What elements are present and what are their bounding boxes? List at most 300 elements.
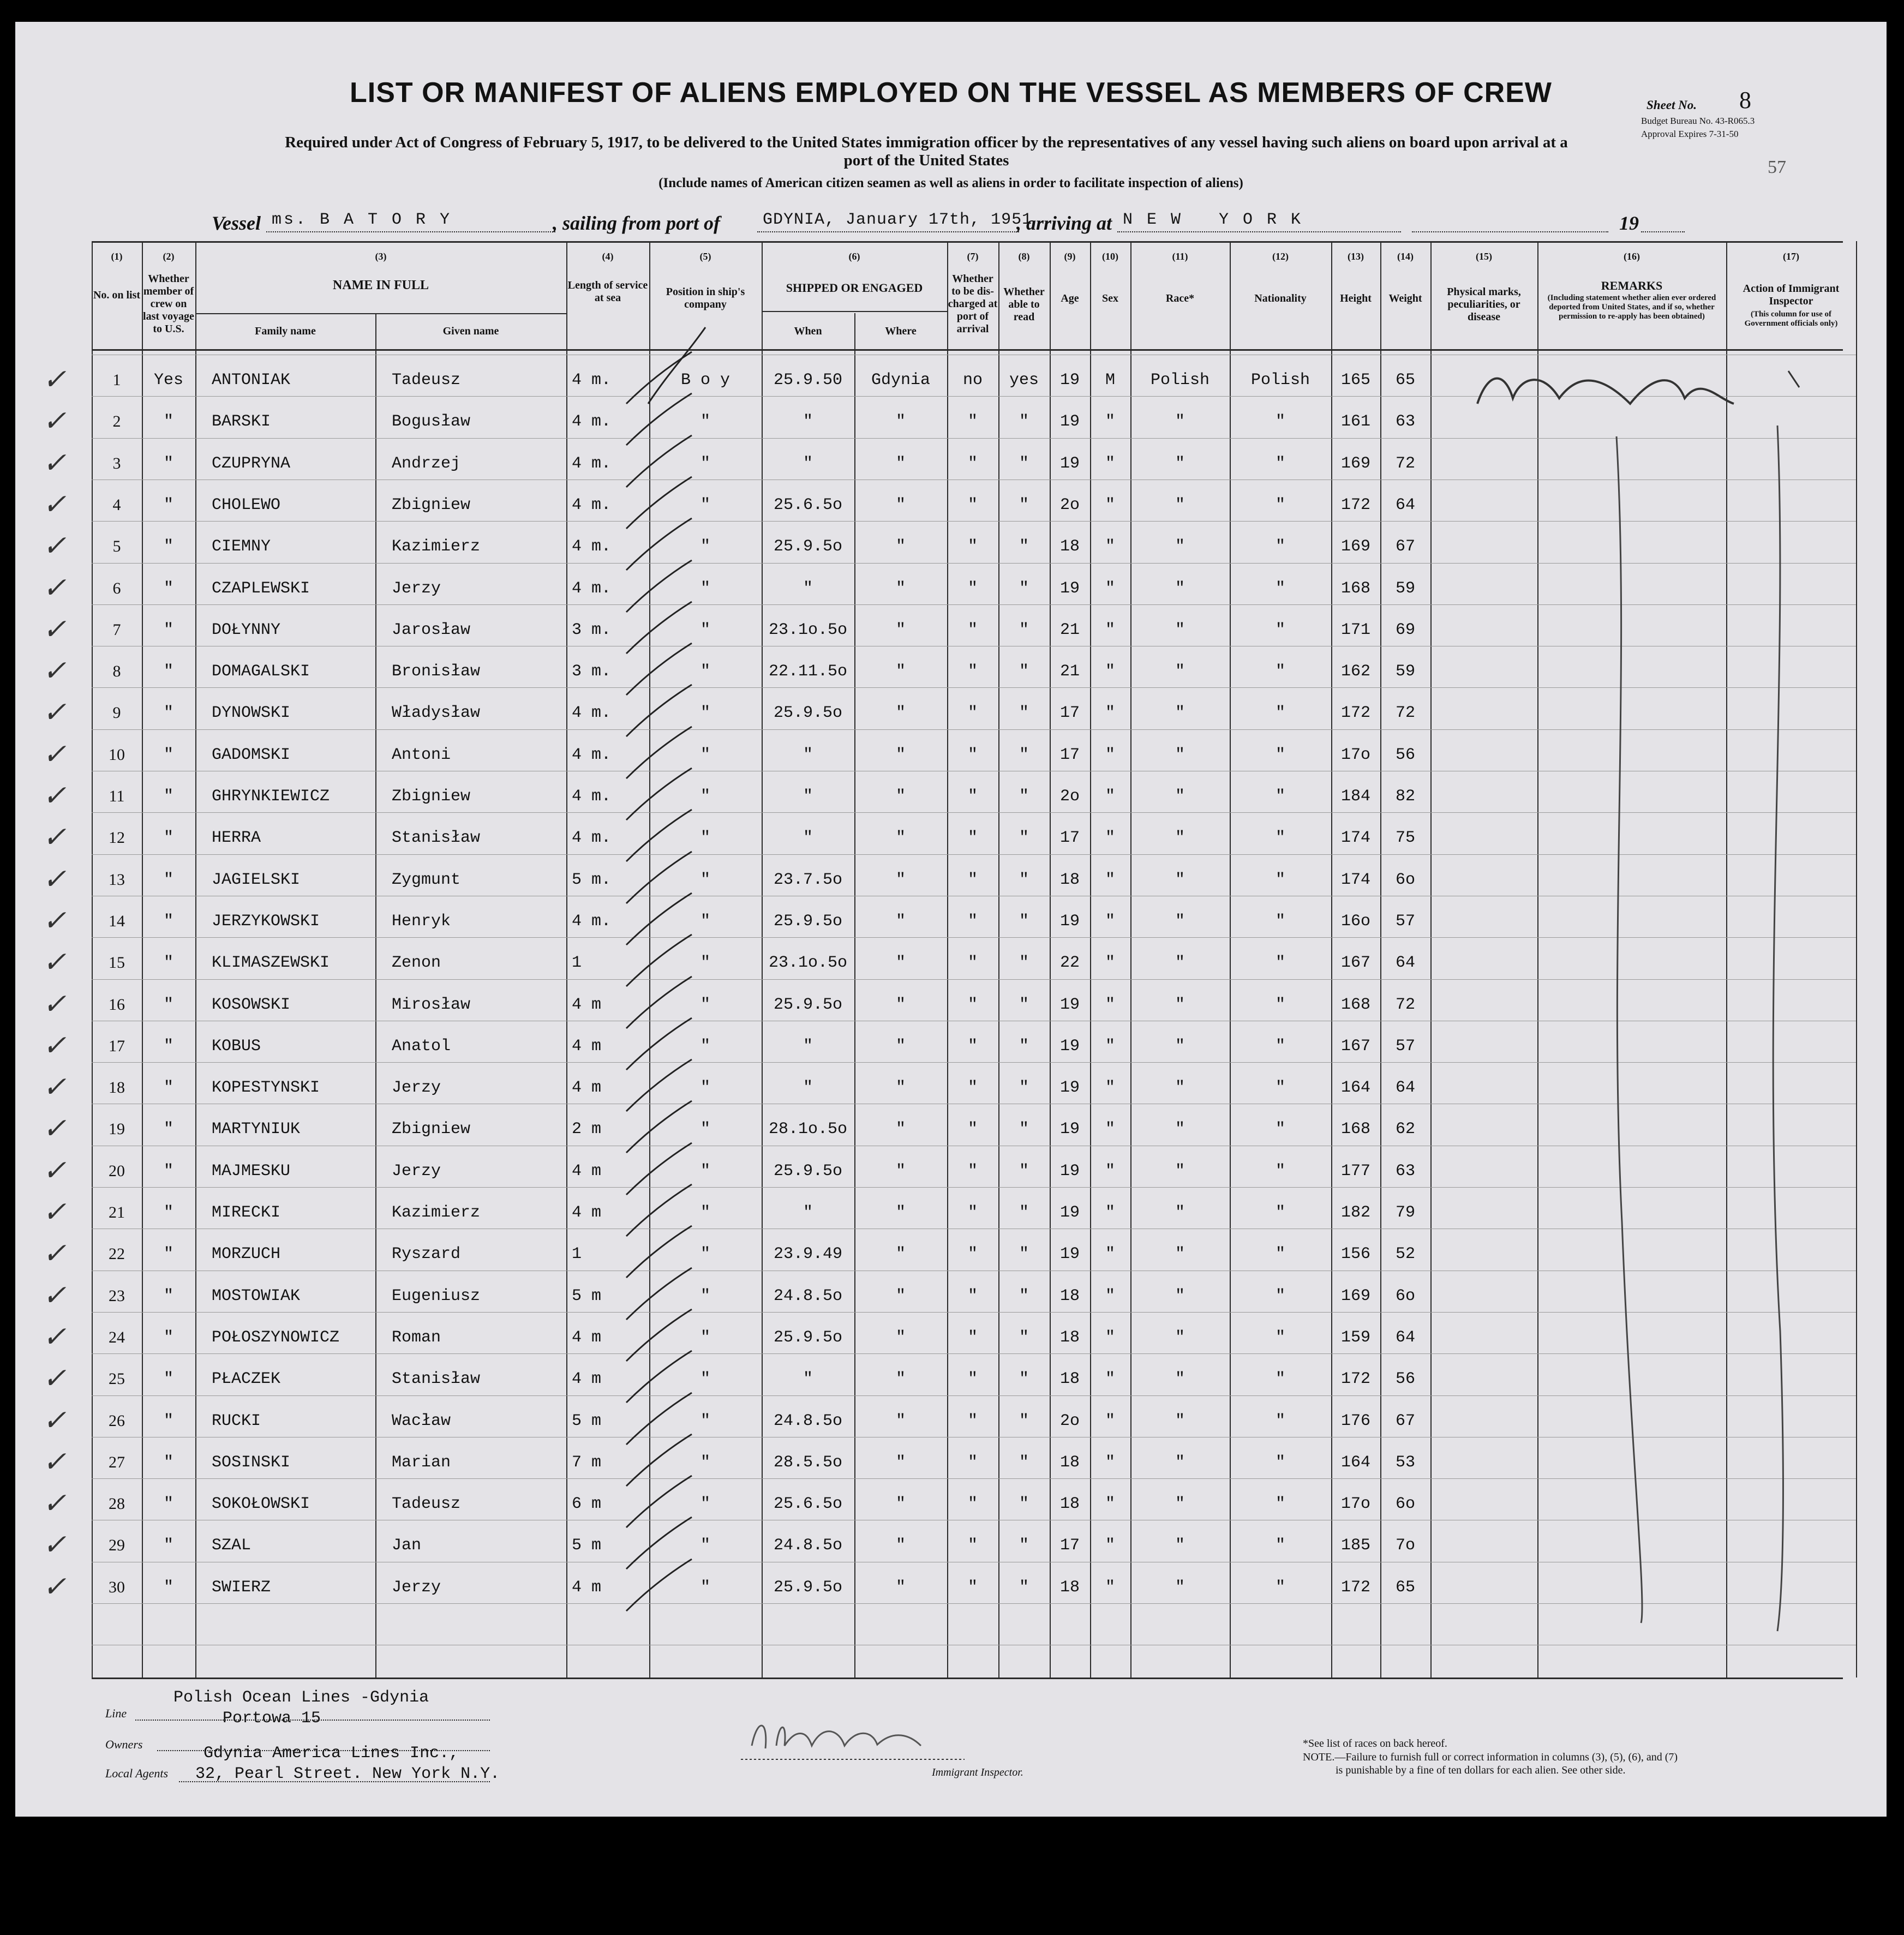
- cell-given: Władysław: [392, 704, 481, 722]
- cell-height: 185: [1340, 1536, 1370, 1555]
- inspector-label: Immigrant Inspector.: [932, 1766, 1023, 1778]
- check-mark-icon: ✓: [43, 1446, 67, 1478]
- cell-sex: ": [1105, 1245, 1115, 1263]
- cell-weight: 67: [1395, 1412, 1415, 1430]
- cell-weight: 6o: [1395, 1495, 1415, 1513]
- approval-expiry: Approval Expires 7-31-50: [1641, 129, 1739, 139]
- cell-crew: ": [163, 537, 173, 556]
- cell-discharged: ": [967, 537, 978, 556]
- cell-where: ": [895, 579, 906, 598]
- handwriting-overlay: [15, 22, 1887, 1817]
- cell-where: ": [895, 704, 906, 722]
- cell-sex: ": [1105, 1328, 1115, 1347]
- cell-no: 12: [109, 829, 125, 847]
- cell-discharged: ": [967, 1079, 978, 1097]
- cell-nationality: ": [1275, 537, 1285, 556]
- cell-read: ": [1019, 1412, 1029, 1430]
- cell-no: 20: [109, 1162, 125, 1180]
- cell-no: 22: [109, 1245, 125, 1263]
- cell-where: Gdynia: [871, 371, 931, 390]
- cell-sex: ": [1105, 537, 1115, 556]
- cell-weight: 72: [1395, 996, 1415, 1014]
- cell-given: Jan: [392, 1536, 422, 1555]
- col-num-16: (16): [1624, 251, 1640, 262]
- cell-age: 17: [1059, 704, 1080, 722]
- cell-weight: 64: [1395, 954, 1415, 972]
- cell-sex: ": [1105, 621, 1115, 639]
- cell-position: ": [700, 662, 710, 681]
- cell-position: ": [700, 1120, 710, 1139]
- cell-no: 23: [109, 1287, 125, 1305]
- cell-nationality: ": [1275, 912, 1285, 931]
- sailing-from-label: , sailing from port of: [553, 212, 721, 234]
- cell-crew: ": [163, 662, 173, 681]
- cell-crew: ": [163, 454, 173, 473]
- cell-family: SZAL: [212, 1536, 252, 1555]
- cell-crew: ": [163, 412, 173, 431]
- check-mark-icon: ✓: [43, 530, 67, 562]
- cell-read: ": [1019, 1495, 1029, 1513]
- cell-given: Zenon: [392, 954, 441, 972]
- cell-read: ": [1019, 1079, 1029, 1097]
- cell-read: ": [1019, 579, 1029, 598]
- cell-sex: ": [1105, 787, 1115, 806]
- cell-where: ": [895, 1079, 906, 1097]
- cell-nationality: ": [1275, 996, 1285, 1014]
- cell-age: 22: [1059, 954, 1080, 972]
- cell-where: ": [895, 1370, 906, 1388]
- cell-service: 2 m: [572, 1120, 602, 1139]
- cell-nationality: ": [1275, 704, 1285, 722]
- cell-family: KOBUS: [212, 1037, 261, 1056]
- cell-weight: 69: [1395, 621, 1415, 639]
- cell-age: 18: [1059, 1453, 1080, 1472]
- cell-race: ": [1175, 1412, 1185, 1430]
- cell-no: 7: [112, 621, 121, 639]
- cell-sex: ": [1105, 1287, 1115, 1305]
- cell-race: ": [1175, 662, 1185, 681]
- cell-where: ": [895, 621, 906, 639]
- cell-no: 27: [109, 1453, 125, 1471]
- cell-nationality: ": [1275, 1079, 1285, 1097]
- cell-service: 4 m.: [572, 912, 612, 931]
- cell-discharged: ": [967, 704, 978, 722]
- cell-when: 25.9.50: [773, 371, 843, 390]
- cell-crew: ": [163, 746, 173, 764]
- cell-crew: ": [163, 1287, 173, 1305]
- cell-given: Jerzy: [392, 1079, 441, 1097]
- cell-given: Tadeusz: [392, 1495, 461, 1513]
- cell-weight: 56: [1395, 746, 1415, 764]
- cell-weight: 59: [1395, 579, 1415, 598]
- header-nationality: Nationality: [1254, 292, 1307, 304]
- cell-when: 23.9.49: [773, 1245, 843, 1263]
- cell-service: 4 m.: [572, 829, 612, 847]
- cell-when: 24.8.5o: [773, 1287, 843, 1305]
- header-height: Height: [1340, 292, 1372, 304]
- cell-when: ": [803, 746, 813, 764]
- cell-height: 177: [1340, 1162, 1370, 1181]
- cell-race: ": [1175, 704, 1185, 722]
- cell-weight: 67: [1395, 537, 1415, 556]
- cell-nationality: ": [1275, 871, 1285, 889]
- cell-nationality: ": [1275, 954, 1285, 972]
- cell-family: GADOMSKI: [212, 746, 291, 764]
- cell-discharged: ": [967, 912, 978, 931]
- header-sex: Sex: [1102, 292, 1118, 304]
- cell-nationality: ": [1275, 829, 1285, 847]
- cell-nationality: ": [1275, 1328, 1285, 1347]
- cell-when: ": [803, 829, 813, 847]
- cell-read: ": [1019, 829, 1029, 847]
- cell-no: 14: [109, 912, 125, 930]
- cell-no: 3: [112, 454, 121, 472]
- cell-when: 25.9.5o: [773, 537, 843, 556]
- cell-when: ": [803, 1037, 813, 1056]
- cell-read: ": [1019, 1287, 1029, 1305]
- inspector-signature: [735, 1708, 975, 1768]
- cell-when: 23.1o.5o: [768, 954, 848, 972]
- check-mark-icon: ✓: [43, 363, 67, 396]
- cell-height: 172: [1340, 1370, 1370, 1388]
- cell-age: 19: [1059, 1079, 1080, 1097]
- cell-read: ": [1019, 787, 1029, 806]
- cell-discharged: ": [967, 1453, 978, 1472]
- cell-family: POŁOSZYNOWICZ: [212, 1328, 340, 1347]
- cell-race: ": [1175, 1495, 1185, 1513]
- cell-position: ": [700, 1079, 710, 1097]
- cell-when: 25.6.5o: [773, 496, 843, 514]
- col-num-9: (9): [1064, 251, 1076, 262]
- check-mark-icon: ✓: [43, 1404, 67, 1437]
- form-subtitle-line2: port of the United States: [843, 152, 1009, 169]
- check-mark-icon: ✓: [43, 1321, 67, 1353]
- cell-discharged: ": [967, 746, 978, 764]
- cell-given: Bogusław: [392, 412, 471, 431]
- cell-nationality: ": [1275, 1162, 1285, 1181]
- cell-where: ": [895, 1578, 906, 1597]
- check-mark-icon: ✓: [43, 1154, 67, 1187]
- cell-when: 23.1o.5o: [768, 621, 848, 639]
- cell-family: GHRYNKIEWICZ: [212, 787, 330, 806]
- cell-given: Zbigniew: [392, 1120, 471, 1139]
- cell-service: 4 m.: [572, 787, 612, 806]
- cell-age: 21: [1059, 621, 1080, 639]
- cell-height: 176: [1340, 1412, 1370, 1430]
- cell-height: 167: [1340, 1037, 1370, 1056]
- cell-given: Tadeusz: [392, 371, 461, 390]
- cell-when: ": [803, 412, 813, 431]
- cell-discharged: ": [967, 1203, 978, 1222]
- local-agents-address: 32, Pearl Street. New York N.Y.: [195, 1765, 500, 1783]
- col-num-3: (3): [375, 251, 387, 262]
- manifest-sheet: [15, 22, 1887, 1817]
- cell-crew: ": [163, 1037, 173, 1056]
- cell-family: CZUPRYNA: [212, 454, 291, 473]
- cell-sex: ": [1105, 454, 1115, 473]
- col-num-7: (7): [967, 251, 979, 262]
- cell-crew: ": [163, 1578, 173, 1597]
- cell-nationality: ": [1275, 1453, 1285, 1472]
- cell-crew: ": [163, 1370, 173, 1388]
- cell-crew: ": [163, 704, 173, 722]
- header-weight: Weight: [1388, 292, 1422, 304]
- cell-given: Stanisław: [392, 1370, 481, 1388]
- cell-position: ": [700, 829, 710, 847]
- cell-discharged: ": [967, 621, 978, 639]
- cell-race: ": [1175, 412, 1185, 431]
- cell-where: ": [895, 1162, 906, 1181]
- cell-read: ": [1019, 1370, 1029, 1388]
- cell-age: 17: [1059, 746, 1080, 764]
- cell-where: ": [895, 912, 906, 931]
- cell-nationality: ": [1275, 1245, 1285, 1263]
- check-mark-icon: ✓: [43, 1071, 67, 1104]
- cell-service: 5 m.: [572, 871, 612, 889]
- cell-position: ": [700, 787, 710, 806]
- cell-where: ": [895, 1453, 906, 1472]
- check-mark-icon: ✓: [43, 655, 67, 687]
- cell-position: ": [700, 579, 710, 598]
- cell-age: 19: [1059, 1203, 1080, 1222]
- cell-age: 19: [1059, 1120, 1080, 1139]
- cell-race: ": [1175, 1162, 1185, 1181]
- col-num-2: (2): [163, 251, 175, 262]
- cell-height: 174: [1340, 871, 1370, 889]
- cell-age: 2o: [1059, 1412, 1080, 1430]
- cell-service: 4 m.: [572, 412, 612, 431]
- cell-nationality: ": [1275, 1495, 1285, 1513]
- cell-position: ": [700, 1453, 710, 1472]
- cell-where: ": [895, 1328, 906, 1347]
- cell-given: Kazimierz: [392, 1203, 481, 1222]
- cell-service: 4 m.: [572, 704, 612, 722]
- cell-where: ": [895, 1536, 906, 1555]
- cell-read: ": [1019, 496, 1029, 514]
- check-mark-icon: ✓: [43, 1487, 67, 1520]
- cell-where: ": [895, 412, 906, 431]
- cell-position: ": [700, 1578, 710, 1597]
- cell-height: 17o: [1340, 1495, 1370, 1513]
- cell-sex: ": [1105, 996, 1115, 1014]
- cell-position: ": [700, 1412, 710, 1430]
- cell-nationality: ": [1275, 787, 1285, 806]
- cell-read: ": [1019, 704, 1029, 722]
- cell-race: ": [1175, 1037, 1185, 1056]
- cell-where: ": [895, 537, 906, 556]
- cell-service: 7 m: [572, 1453, 602, 1472]
- cell-read: ": [1019, 1536, 1029, 1555]
- cell-position: ": [700, 871, 710, 889]
- cell-weight: 63: [1395, 1162, 1415, 1181]
- cell-service: 4 m: [572, 1578, 602, 1597]
- cell-position: ": [700, 954, 710, 972]
- cell-read: ": [1019, 412, 1029, 431]
- cell-weight: 52: [1395, 1245, 1415, 1263]
- cell-when: ": [803, 454, 813, 473]
- cell-position: ": [700, 496, 710, 514]
- cell-no: 10: [109, 746, 125, 764]
- local-agents-label: Local Agents: [105, 1766, 169, 1780]
- cell-age: 19: [1059, 912, 1080, 931]
- cell-discharged: ": [967, 1120, 978, 1139]
- cell-position: ": [700, 746, 710, 764]
- header-where: Where: [885, 325, 917, 337]
- check-mark-icon: ✓: [43, 1237, 67, 1270]
- cell-height: 172: [1340, 1578, 1370, 1597]
- cell-no: 28: [109, 1495, 125, 1513]
- cell-crew: ": [163, 1120, 173, 1139]
- check-mark-icon: ✓: [43, 946, 67, 979]
- cell-no: 16: [109, 996, 125, 1014]
- check-mark-icon: ✓: [43, 821, 67, 854]
- check-mark-icon: ✓: [43, 1529, 67, 1561]
- cell-discharged: ": [967, 1162, 978, 1181]
- cell-age: 21: [1059, 662, 1080, 681]
- cell-given: Jerzy: [392, 1578, 441, 1597]
- cell-service: 5 m: [572, 1412, 602, 1430]
- cell-family: RUCKI: [212, 1412, 261, 1430]
- cell-discharged: ": [967, 1287, 978, 1305]
- cell-sex: ": [1105, 704, 1115, 722]
- cell-age: 18: [1059, 1287, 1080, 1305]
- cell-nationality: ": [1275, 454, 1285, 473]
- cell-service: 5 m: [572, 1536, 602, 1555]
- cell-height: 184: [1340, 787, 1370, 806]
- cell-no: 25: [109, 1370, 125, 1388]
- check-mark-icon: ✓: [43, 1196, 67, 1229]
- cell-read: ": [1019, 1328, 1029, 1347]
- cell-height: 164: [1340, 1453, 1370, 1472]
- cell-service: 4 m: [572, 1079, 602, 1097]
- col-num-15: (15): [1476, 251, 1492, 262]
- cell-weight: 59: [1395, 662, 1415, 681]
- check-mark-icon: ✓: [43, 447, 67, 480]
- col-num-13: (13): [1348, 251, 1364, 262]
- cell-race: ": [1175, 1370, 1185, 1388]
- cell-discharged: ": [967, 871, 978, 889]
- cell-discharged: ": [967, 954, 978, 972]
- arriving-at-label: , arriving at: [1016, 212, 1112, 234]
- cell-height: 172: [1340, 704, 1370, 722]
- cell-when: 25.9.5o: [773, 704, 843, 722]
- cell-given: Stanisław: [392, 829, 481, 847]
- cell-weight: 63: [1395, 412, 1415, 431]
- check-mark-icon: ✓: [43, 780, 67, 812]
- cell-when: 25.6.5o: [773, 1495, 843, 1513]
- cell-discharged: ": [967, 1578, 978, 1597]
- cell-read: ": [1019, 996, 1029, 1014]
- cell-height: 182: [1340, 1203, 1370, 1222]
- cell-crew: ": [163, 1162, 173, 1181]
- cell-race: ": [1175, 1578, 1185, 1597]
- cell-position: ": [700, 1162, 710, 1181]
- cell-age: 19: [1059, 1245, 1080, 1263]
- line-label: Line: [105, 1706, 127, 1720]
- cell-family: MAJMESKU: [212, 1162, 291, 1181]
- cell-family: CIEMNY: [212, 537, 271, 556]
- cell-age: 2o: [1059, 787, 1080, 806]
- cell-read: ": [1019, 1037, 1029, 1056]
- cell-sex: ": [1105, 1120, 1115, 1139]
- check-mark-icon: ✓: [43, 696, 67, 729]
- cell-service: 4 m.: [572, 746, 612, 764]
- cell-position: ": [700, 996, 710, 1014]
- cell-race: ": [1175, 871, 1185, 889]
- cell-service: 3 m.: [572, 662, 612, 681]
- cell-race: ": [1175, 912, 1185, 931]
- cell-family: MOSTOWIAK: [212, 1287, 301, 1305]
- cell-given: Anatol: [392, 1037, 451, 1056]
- cell-no: 21: [109, 1203, 125, 1221]
- cell-discharged: ": [967, 1495, 978, 1513]
- cell-age: 19: [1059, 1037, 1080, 1056]
- cell-position: ": [700, 621, 710, 639]
- cell-family: SOSINSKI: [212, 1453, 291, 1472]
- year-label: 19: [1619, 212, 1639, 234]
- cell-family: KOSOWSKI: [212, 996, 291, 1014]
- cell-weight: 7o: [1395, 1536, 1415, 1555]
- line-value: Polish Ocean Lines -Gdynia: [173, 1688, 429, 1707]
- cell-weight: 65: [1395, 371, 1415, 390]
- cell-where: ": [895, 829, 906, 847]
- cell-nationality: ": [1275, 1037, 1285, 1056]
- cell-no: 17: [109, 1037, 125, 1055]
- cell-discharged: ": [967, 1536, 978, 1555]
- cell-height: 167: [1340, 954, 1370, 972]
- header-race: Race*: [1165, 292, 1195, 304]
- cell-when: 28.1o.5o: [768, 1120, 848, 1139]
- cell-position: ": [700, 537, 710, 556]
- header-remarks-note: (Including statement whether alien ever ordered deported from United States, and if so, whether permission to re-apply has been obtained): [1547, 293, 1716, 321]
- cell-service: 4 m: [572, 1037, 602, 1056]
- cell-age: 17: [1059, 829, 1080, 847]
- cell-height: 174: [1340, 829, 1370, 847]
- penalty-note-line2: is punishable by a fine of ten dollars for each alien. See other side.: [1336, 1764, 1626, 1776]
- cell-family: JERZYKOWSKI: [212, 912, 320, 931]
- owners-label: Owners: [105, 1738, 143, 1751]
- cell-height: 168: [1340, 996, 1370, 1014]
- cell-age: 18: [1059, 1370, 1080, 1388]
- header-age: Age: [1061, 292, 1079, 304]
- cell-read: ": [1019, 746, 1029, 764]
- penalty-note-line1: NOTE.—Failure to furnish full or correct information in columns (3), (5), (6), and (7): [1303, 1751, 1678, 1763]
- cell-weight: 79: [1395, 1203, 1415, 1222]
- cell-discharged: ": [967, 787, 978, 806]
- cell-sex: ": [1105, 1536, 1115, 1555]
- cell-where: ": [895, 746, 906, 764]
- header-name-in-full: NAME IN FULL: [332, 278, 429, 292]
- cell-read: ": [1019, 1245, 1029, 1263]
- cell-race: ": [1175, 829, 1185, 847]
- cell-when: ": [803, 579, 813, 598]
- cell-weight: 64: [1395, 1328, 1415, 1347]
- cell-sex: ": [1105, 1578, 1115, 1597]
- cell-no: 11: [109, 787, 125, 805]
- cell-family: SWIERZ: [212, 1578, 271, 1597]
- cell-race: ": [1175, 579, 1185, 598]
- cell-position: ": [700, 912, 710, 931]
- stamped-page-number: 57: [1768, 157, 1786, 177]
- cell-weight: 57: [1395, 1037, 1415, 1056]
- cell-when: 28.5.5o: [773, 1453, 843, 1472]
- cell-position: ": [700, 1495, 710, 1513]
- cell-when: 23.7.5o: [773, 871, 843, 889]
- check-mark-icon: ✓: [43, 1362, 67, 1395]
- cell-sex: ": [1105, 912, 1115, 931]
- cell-age: 19: [1059, 579, 1080, 598]
- cell-race: ": [1175, 954, 1185, 972]
